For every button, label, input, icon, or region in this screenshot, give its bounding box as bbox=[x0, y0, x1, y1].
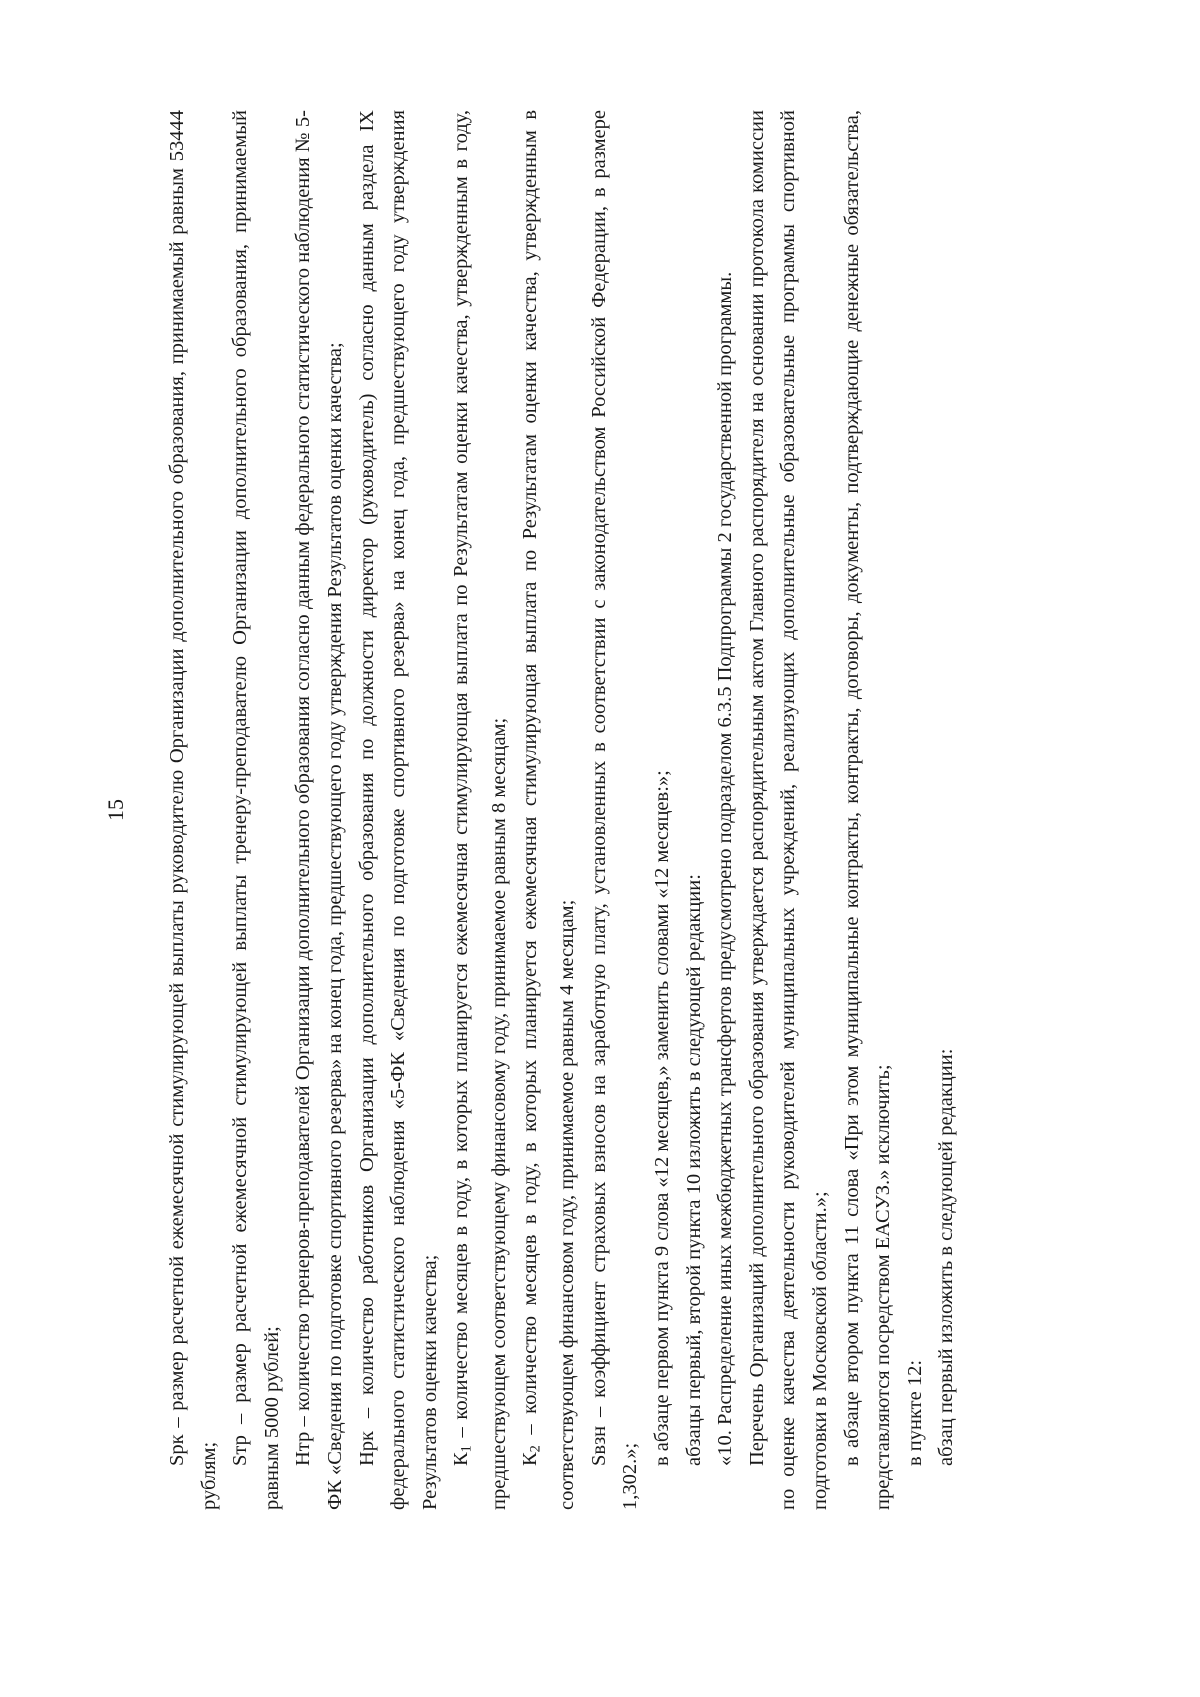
paragraph-organizations-list: Перечень Организаций дополнительного образования утверждается распорядительным актом Главного распорядителя на основании протокола комиссии по оценке качества деятельности руководителей муниципальных учреждений, реализующих дополнительные образовательные программы спортивной подготовки в Московской области.»; bbox=[745, 110, 832, 1510]
paragraph-item-10-text: «10. Распределение иных межбюджетных трансфертов предусмотрено подразделом 6.3.5 Подпрограммы 2 государственной программы. bbox=[714, 271, 737, 1466]
variable-k2-subscript: 2 bbox=[527, 1445, 544, 1453]
variable-k2: К bbox=[519, 1452, 542, 1466]
paragraph-str: Sтр – размер расчетной ежемесячной стимулирующей выплаты тренеру-преподавателю Организации дополнительного образования, принимаемый равным 5000 рублей; bbox=[229, 110, 283, 1510]
rotated-page-content bbox=[100, 110, 1100, 1510]
paragraph-item-11: в абзаце втором пункта 11 слова «При этом муниципальные контракты, контракты, договоры, документы, подтверждающие денежные обязательства, представляются посредством ЕАСУЗ.» исключить; bbox=[840, 110, 895, 1510]
paragraph-k1 bbox=[446, 110, 515, 1510]
variable-k1-subscript: 1 bbox=[458, 1445, 475, 1453]
paragraph-srk: Sрк – размер расчетной ежемесячной стимулирующей выплаты руководителю Организации дополнительного образования, принимаемый равным 53444 рублям; bbox=[166, 110, 220, 1510]
paragraph-k2 bbox=[515, 110, 584, 1510]
paragraph-item-9: в абзаце первом пункта 9 слова «12 месяцев,» заменить словами «12 месяцев:»; bbox=[651, 770, 674, 1466]
paragraph-item-10: абзацы первый, второй пункта 10 изложить в следующей редакции: bbox=[682, 874, 705, 1466]
paragraph-ntr: Нтр – количество тренеров-преподавателей Организации дополнительного образования согласно данным федерального статистического наблюдения № 5-ФК «Сведения по подготовке спортивного резерва» на конец года, предшествующего году утверждения Результатов оценки качества; bbox=[292, 110, 346, 1510]
paragraph-item-12: в пункте 12: bbox=[903, 1359, 926, 1466]
paragraph-svzn: Sвзн – коэффициент страховых взносов на заработную плату, установленных в соответствии с законодательством Российской Федерации, в размере 1,302.»; bbox=[587, 110, 642, 1510]
paragraph-nrk: Нрк – количество работников Организации дополнительного образования по должности директор (руководитель) согласно данным раздела IX федерального статистического наблюдения «5-ФК «Сведения по подготовке спортивного резерва» на конец года, предшествующего году утверждения Результатов оценки качества; bbox=[355, 110, 441, 1510]
page-number: 15 bbox=[103, 799, 128, 821]
paragraph-item-12-first: абзац первый изложить в следующей редакции: bbox=[935, 1048, 958, 1466]
variable-k1: К bbox=[450, 1452, 473, 1466]
paragraph-k1-text: – количество месяцев в году, в которых планируется ежемесячная стимулирующая выплата по Результатам оценки качества, утвержденным в году, предшествующем соответствующему финансовому году, принимаемое равным 8 месяцам; bbox=[450, 110, 510, 1510]
paragraph-k2-text: – количество месяцев в году, в которых планируется ежемесячная стимулирующая выплата по Результатам оценки качества, утвержденным в соответствующем финансовом году, принимаемое равным 4 месяцам; bbox=[519, 110, 579, 1510]
document-body bbox=[162, 110, 963, 1510]
